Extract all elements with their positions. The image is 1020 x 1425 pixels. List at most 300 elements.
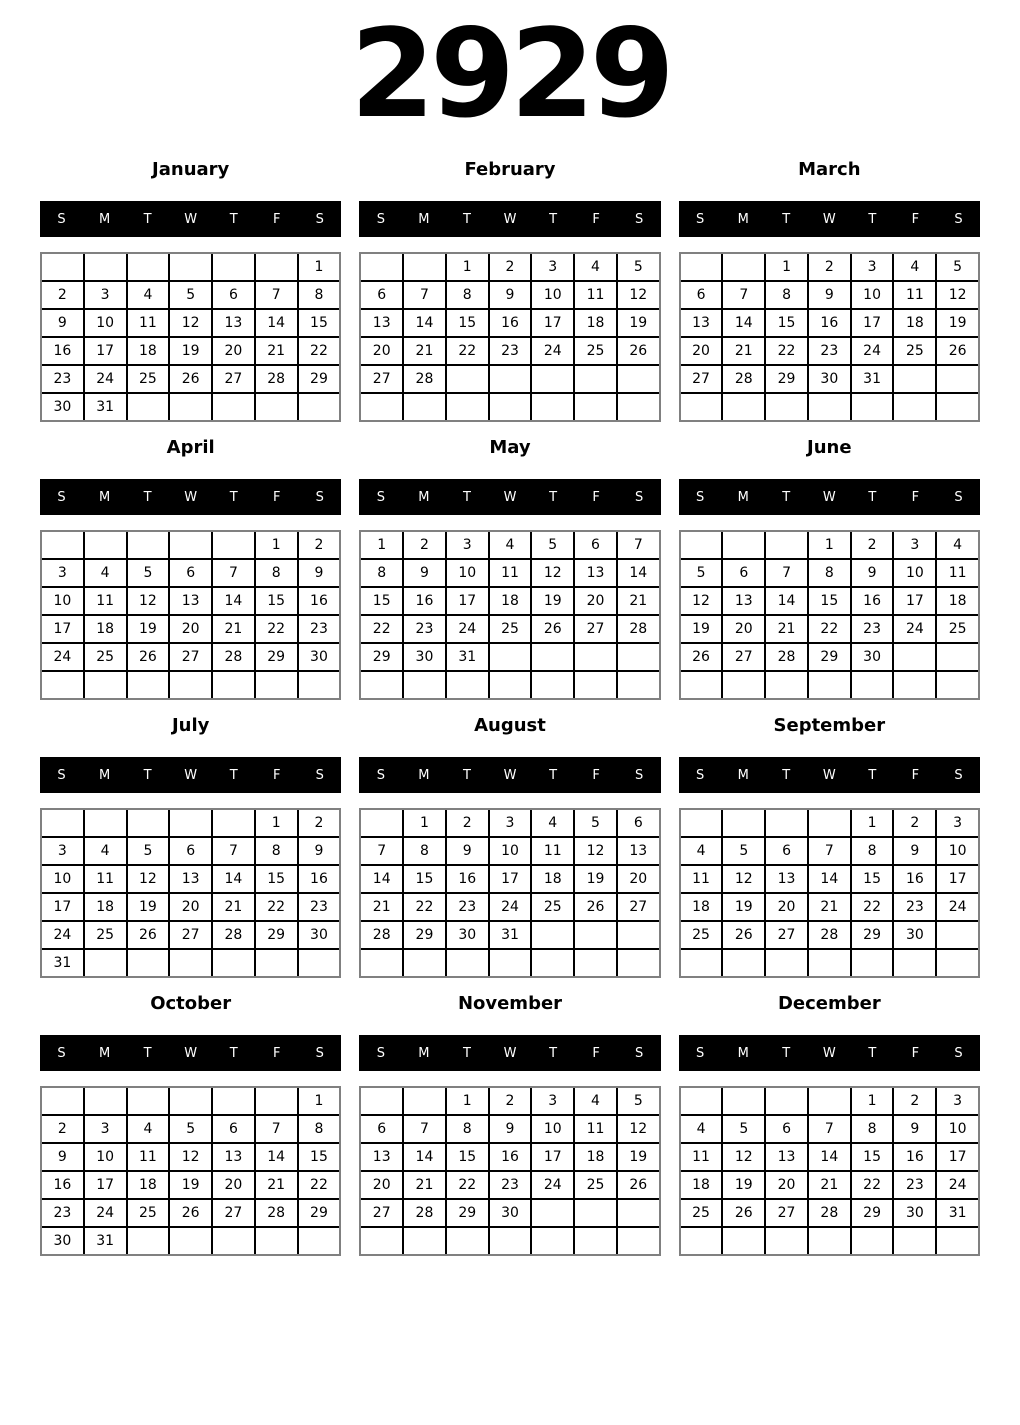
day-cell: 11	[937, 560, 978, 586]
month-title: May	[489, 437, 531, 458]
day-cell: 15	[361, 588, 402, 614]
day-cell: 22	[447, 338, 488, 364]
day-cell	[447, 672, 488, 698]
month-title: October	[150, 993, 232, 1014]
weekday-header-row	[359, 757, 660, 793]
weekday-label: M	[737, 1045, 749, 1061]
day-cell	[681, 394, 722, 420]
day-cell: 21	[213, 616, 254, 642]
day-cell	[894, 366, 935, 392]
day-cell	[618, 1228, 659, 1254]
day-cell: 6	[361, 1116, 402, 1142]
day-cell: 22	[299, 1172, 340, 1198]
weekday-label: W	[184, 211, 198, 227]
day-cell: 20	[766, 1172, 807, 1198]
day-cell: 9	[894, 838, 935, 864]
day-cell: 28	[213, 922, 254, 948]
day-cell	[618, 644, 659, 670]
day-cell	[575, 922, 616, 948]
weekday-label: W	[184, 1045, 198, 1061]
day-cell	[766, 672, 807, 698]
day-cell: 22	[852, 894, 893, 920]
weekday-label: W	[503, 211, 517, 227]
weekday-label: S	[696, 767, 705, 783]
day-cell: 10	[852, 282, 893, 308]
day-cell: 18	[575, 1144, 616, 1170]
weekday-label: S	[57, 489, 66, 505]
day-cell: 2	[404, 532, 445, 558]
day-cell: 28	[766, 644, 807, 670]
day-cell: 14	[404, 310, 445, 336]
day-cell: 31	[852, 366, 893, 392]
day-cell: 11	[128, 1144, 169, 1170]
day-cell	[490, 672, 531, 698]
day-cell	[532, 1228, 573, 1254]
day-cell: 27	[575, 616, 616, 642]
day-cell	[85, 532, 126, 558]
month-title: November	[457, 993, 563, 1014]
month-title: December	[777, 993, 881, 1014]
weekday-label: S	[954, 1045, 963, 1061]
day-cell: 3	[937, 810, 978, 836]
day-cell: 30	[894, 922, 935, 948]
day-cell: 2	[42, 1116, 83, 1142]
day-cell: 29	[809, 644, 850, 670]
month-block	[679, 993, 980, 1256]
day-cell: 5	[723, 1116, 764, 1142]
day-cell	[681, 1088, 722, 1114]
day-cell	[618, 394, 659, 420]
day-cell: 4	[937, 532, 978, 558]
day-cell: 17	[42, 894, 83, 920]
day-cell: 24	[894, 616, 935, 642]
day-cell: 1	[299, 254, 340, 280]
day-cell: 24	[42, 644, 83, 670]
day-cell: 8	[404, 838, 445, 864]
day-cell: 25	[85, 922, 126, 948]
day-cell: 11	[490, 560, 531, 586]
day-cell: 11	[681, 866, 722, 892]
day-cell: 19	[723, 894, 764, 920]
day-cell: 21	[618, 588, 659, 614]
weekday-label: W	[503, 767, 517, 783]
weekday-header-row	[40, 757, 341, 793]
day-cell	[766, 950, 807, 976]
day-cell: 18	[128, 338, 169, 364]
day-cell: 13	[361, 310, 402, 336]
day-cell: 13	[681, 310, 722, 336]
day-cell	[681, 254, 722, 280]
day-cell: 20	[681, 338, 722, 364]
weekday-label: F	[273, 767, 281, 783]
day-cell: 10	[85, 310, 126, 336]
weekday-header-row	[679, 479, 980, 515]
day-cell: 30	[490, 1200, 531, 1226]
day-cell: 25	[490, 616, 531, 642]
day-cell: 26	[723, 922, 764, 948]
day-cell	[170, 254, 211, 280]
day-cell	[532, 672, 573, 698]
day-cell	[213, 810, 254, 836]
day-cell: 12	[723, 866, 764, 892]
day-cell: 13	[213, 1144, 254, 1170]
weekday-label: T	[462, 1045, 471, 1061]
day-cell: 3	[532, 254, 573, 280]
day-cell	[128, 394, 169, 420]
day-cell: 9	[299, 560, 340, 586]
day-cell: 16	[42, 1172, 83, 1198]
day-cell	[937, 672, 978, 698]
day-cell: 4	[128, 282, 169, 308]
day-cell: 21	[404, 1172, 445, 1198]
weekday-label: M	[98, 211, 111, 227]
day-cell	[128, 810, 169, 836]
day-cell: 26	[170, 366, 211, 392]
day-cell: 14	[404, 1144, 445, 1170]
day-cell	[299, 950, 340, 976]
day-cell	[766, 1228, 807, 1254]
month-title: March	[798, 159, 861, 180]
day-cell	[723, 532, 764, 558]
day-cell: 27	[681, 366, 722, 392]
day-cell: 13	[766, 866, 807, 892]
day-cell: 20	[170, 616, 211, 642]
day-cell: 29	[852, 922, 893, 948]
month-day-grid	[359, 530, 660, 700]
day-cell: 23	[404, 616, 445, 642]
day-cell: 10	[937, 838, 978, 864]
day-cell	[128, 672, 169, 698]
weekday-label: S	[315, 211, 324, 227]
day-cell	[723, 394, 764, 420]
day-cell: 24	[852, 338, 893, 364]
day-cell: 14	[213, 588, 254, 614]
day-cell: 15	[447, 1144, 488, 1170]
day-cell: 21	[256, 338, 297, 364]
day-cell: 24	[532, 338, 573, 364]
day-cell: 1	[299, 1088, 340, 1114]
day-cell	[490, 394, 531, 420]
day-cell: 24	[532, 1172, 573, 1198]
day-cell: 7	[361, 838, 402, 864]
day-cell: 28	[404, 366, 445, 392]
day-cell	[723, 1088, 764, 1114]
weekday-label: S	[954, 211, 963, 227]
month-block	[679, 159, 980, 422]
day-cell: 28	[256, 1200, 297, 1226]
day-cell: 27	[618, 894, 659, 920]
month-block	[359, 437, 660, 700]
day-cell	[404, 394, 445, 420]
day-cell: 4	[85, 838, 126, 864]
weekday-label: S	[376, 489, 385, 505]
day-cell	[42, 810, 83, 836]
day-cell: 11	[532, 838, 573, 864]
day-cell	[128, 1228, 169, 1254]
day-cell: 10	[42, 866, 83, 892]
day-cell	[256, 950, 297, 976]
day-cell	[85, 672, 126, 698]
weekday-header-row	[40, 479, 341, 515]
day-cell: 31	[490, 922, 531, 948]
weekday-label: T	[782, 489, 791, 505]
day-cell	[809, 1088, 850, 1114]
month-day-grid	[359, 808, 660, 978]
day-cell	[575, 950, 616, 976]
day-cell: 4	[490, 532, 531, 558]
day-cell	[213, 1228, 254, 1254]
weekday-label: T	[549, 1045, 558, 1061]
weekday-label: M	[418, 1045, 430, 1061]
day-cell: 17	[532, 310, 573, 336]
day-cell: 23	[447, 894, 488, 920]
weekday-header-row	[40, 1035, 341, 1071]
month-day-grid	[679, 530, 980, 700]
day-cell: 19	[618, 1144, 659, 1170]
day-cell: 26	[128, 644, 169, 670]
day-cell: 26	[681, 644, 722, 670]
day-cell: 20	[213, 1172, 254, 1198]
day-cell: 27	[170, 644, 211, 670]
day-cell: 2	[852, 532, 893, 558]
day-cell: 25	[681, 922, 722, 948]
day-cell: 27	[170, 922, 211, 948]
month-block	[359, 159, 660, 422]
month-title: June	[807, 437, 852, 458]
day-cell: 3	[852, 254, 893, 280]
day-cell	[937, 1228, 978, 1254]
day-cell: 9	[404, 560, 445, 586]
weekday-label: T	[143, 489, 152, 505]
day-cell: 23	[894, 1172, 935, 1198]
day-cell: 5	[532, 532, 573, 558]
day-cell: 4	[894, 254, 935, 280]
day-cell: 24	[447, 616, 488, 642]
day-cell: 13	[723, 588, 764, 614]
day-cell: 10	[42, 588, 83, 614]
day-cell: 20	[361, 338, 402, 364]
day-cell: 4	[85, 560, 126, 586]
day-cell: 17	[894, 588, 935, 614]
day-cell: 3	[447, 532, 488, 558]
day-cell: 6	[361, 282, 402, 308]
day-cell: 7	[618, 532, 659, 558]
day-cell: 26	[575, 894, 616, 920]
day-cell: 26	[128, 922, 169, 948]
day-cell: 9	[299, 838, 340, 864]
weekday-label: T	[549, 211, 558, 227]
weekday-label: W	[503, 489, 517, 505]
weekday-label: F	[273, 1045, 281, 1061]
day-cell	[852, 394, 893, 420]
day-cell: 15	[852, 866, 893, 892]
day-cell: 26	[937, 338, 978, 364]
day-cell: 30	[404, 644, 445, 670]
day-cell: 2	[490, 1088, 531, 1114]
day-cell: 29	[256, 644, 297, 670]
day-cell: 6	[213, 1116, 254, 1142]
day-cell	[809, 1228, 850, 1254]
day-cell	[170, 672, 211, 698]
day-cell: 5	[618, 1088, 659, 1114]
day-cell: 9	[894, 1116, 935, 1142]
weekday-header-row	[679, 1035, 980, 1071]
weekday-header-row	[679, 201, 980, 237]
day-cell: 12	[128, 866, 169, 892]
day-cell: 23	[490, 1172, 531, 1198]
day-cell: 1	[256, 532, 297, 558]
day-cell: 12	[128, 588, 169, 614]
day-cell	[361, 394, 402, 420]
day-cell: 14	[809, 866, 850, 892]
weekday-label: W	[184, 767, 198, 783]
weekday-label: S	[635, 1045, 644, 1061]
day-cell: 25	[85, 644, 126, 670]
day-cell: 1	[809, 532, 850, 558]
day-cell	[894, 672, 935, 698]
weekday-label: M	[737, 211, 749, 227]
day-cell: 12	[937, 282, 978, 308]
weekday-label: S	[376, 767, 385, 783]
day-cell: 1	[256, 810, 297, 836]
weekday-label: W	[184, 489, 198, 505]
weekday-label: F	[592, 211, 600, 227]
day-cell: 8	[852, 838, 893, 864]
day-cell: 17	[447, 588, 488, 614]
weekday-label: M	[98, 489, 111, 505]
day-cell: 20	[723, 616, 764, 642]
day-cell: 14	[618, 560, 659, 586]
day-cell	[404, 254, 445, 280]
day-cell: 15	[256, 588, 297, 614]
day-cell: 7	[766, 560, 807, 586]
day-cell: 29	[404, 922, 445, 948]
day-cell: 30	[852, 644, 893, 670]
day-cell	[766, 1088, 807, 1114]
day-cell: 26	[170, 1200, 211, 1226]
day-cell: 23	[894, 894, 935, 920]
month-day-grid	[40, 1086, 341, 1256]
day-cell: 5	[128, 560, 169, 586]
day-cell	[170, 810, 211, 836]
weekday-header-row	[40, 201, 341, 237]
day-cell: 4	[575, 1088, 616, 1114]
month-block	[40, 715, 341, 978]
day-cell: 10	[532, 1116, 573, 1142]
day-cell: 23	[299, 616, 340, 642]
day-cell: 1	[852, 1088, 893, 1114]
day-cell: 30	[809, 366, 850, 392]
day-cell	[681, 810, 722, 836]
day-cell: 24	[42, 922, 83, 948]
day-cell: 11	[128, 310, 169, 336]
day-cell: 19	[723, 1172, 764, 1198]
day-cell	[490, 366, 531, 392]
day-cell	[490, 644, 531, 670]
day-cell: 25	[128, 366, 169, 392]
day-cell: 16	[809, 310, 850, 336]
day-cell	[723, 950, 764, 976]
day-cell: 26	[618, 338, 659, 364]
day-cell: 27	[213, 1200, 254, 1226]
day-cell: 5	[575, 810, 616, 836]
day-cell: 11	[575, 1116, 616, 1142]
day-cell: 2	[894, 1088, 935, 1114]
day-cell: 10	[447, 560, 488, 586]
day-cell: 5	[681, 560, 722, 586]
day-cell: 22	[766, 338, 807, 364]
day-cell: 22	[852, 1172, 893, 1198]
day-cell: 5	[170, 282, 211, 308]
day-cell	[532, 394, 573, 420]
day-cell: 3	[894, 532, 935, 558]
day-cell	[170, 1088, 211, 1114]
day-cell: 5	[170, 1116, 211, 1142]
day-cell: 16	[894, 1144, 935, 1170]
day-cell: 16	[894, 866, 935, 892]
weekday-label: S	[315, 489, 324, 505]
day-cell: 8	[256, 838, 297, 864]
weekday-label: S	[376, 1045, 385, 1061]
day-cell: 13	[213, 310, 254, 336]
day-cell: 10	[532, 282, 573, 308]
day-cell: 8	[361, 560, 402, 586]
day-cell: 13	[170, 866, 211, 892]
day-cell	[213, 1088, 254, 1114]
day-cell: 22	[361, 616, 402, 642]
day-cell	[85, 810, 126, 836]
weekday-label: S	[315, 767, 324, 783]
day-cell: 3	[42, 838, 83, 864]
day-cell: 27	[723, 644, 764, 670]
weekday-label: S	[696, 489, 705, 505]
day-cell	[894, 950, 935, 976]
weekday-label: T	[868, 767, 877, 783]
day-cell: 9	[490, 1116, 531, 1142]
day-cell: 14	[766, 588, 807, 614]
day-cell: 10	[490, 838, 531, 864]
day-cell	[213, 532, 254, 558]
day-cell	[809, 950, 850, 976]
day-cell: 26	[618, 1172, 659, 1198]
day-cell: 22	[256, 894, 297, 920]
weekday-label: S	[315, 1045, 324, 1061]
day-cell: 31	[85, 1228, 126, 1254]
day-cell	[404, 1228, 445, 1254]
weekday-label: T	[143, 211, 152, 227]
day-cell: 30	[42, 394, 83, 420]
day-cell	[766, 394, 807, 420]
day-cell	[85, 950, 126, 976]
day-cell	[361, 254, 402, 280]
day-cell: 17	[852, 310, 893, 336]
day-cell: 2	[299, 532, 340, 558]
day-cell: 21	[809, 1172, 850, 1198]
weekday-label: M	[418, 767, 430, 783]
day-cell: 30	[299, 922, 340, 948]
day-cell: 24	[937, 894, 978, 920]
day-cell	[213, 394, 254, 420]
day-cell: 3	[490, 810, 531, 836]
day-cell	[170, 1228, 211, 1254]
day-cell: 15	[809, 588, 850, 614]
day-cell: 30	[299, 644, 340, 670]
day-cell: 25	[532, 894, 573, 920]
day-cell: 15	[447, 310, 488, 336]
day-cell: 27	[213, 366, 254, 392]
day-cell: 17	[85, 1172, 126, 1198]
day-cell: 30	[447, 922, 488, 948]
